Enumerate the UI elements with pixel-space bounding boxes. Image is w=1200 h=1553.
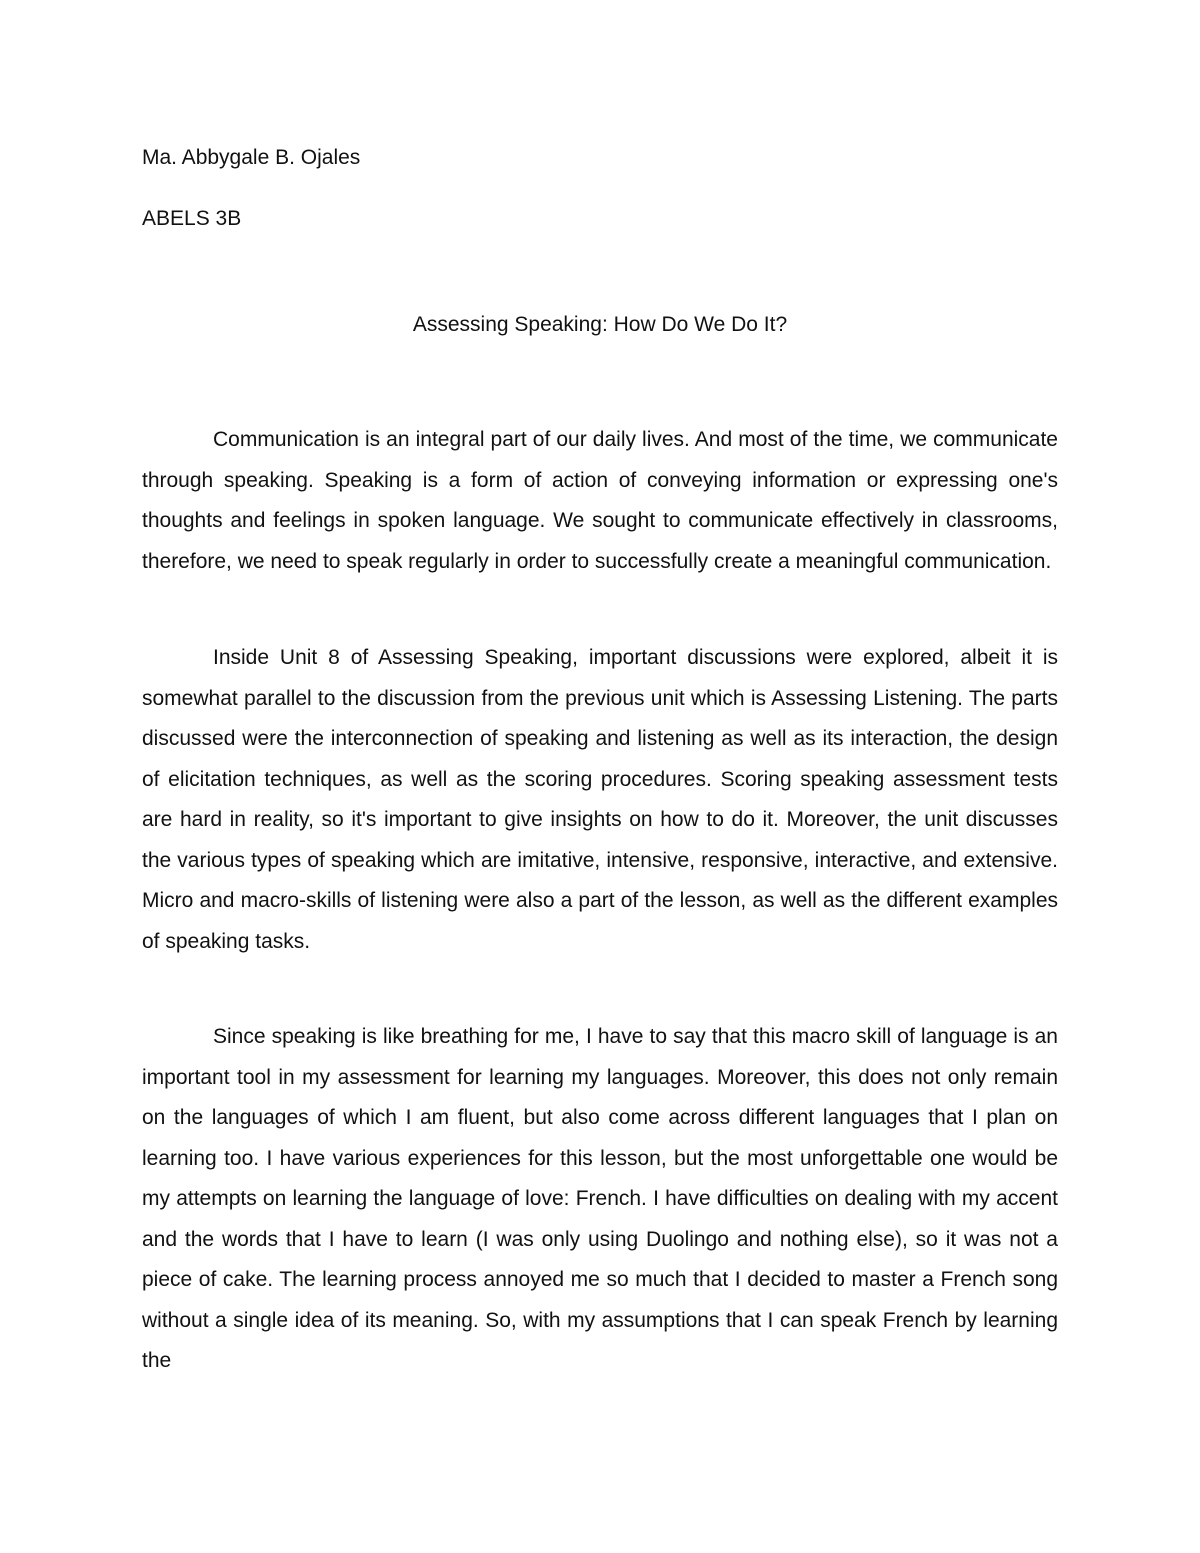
author-name: Ma. Abbygale B. Ojales: [142, 146, 361, 169]
paragraph-3: Since speaking is like breathing for me, I have to say that this macro skill of language is an important tool in my assessment for learning my languages. Moreover, this does not only remain on the languages of which I am fluent, but also come across different languages that I plan on learning too. I have various experiences for this lesson, but the most unforgettable one would be my attempts on learning the language of love: French. I have difficulties on dealing with my accent and the words that I have to learn (I was only using Duolingo and nothing else), so it was not a piece of cake. The learning process annoyed me so much that I decided to master a French song without a single idea of its meaning. So, with my assumptions that I can speak French by learning the: [142, 1025, 1058, 1372]
class-section: ABELS 3B: [142, 207, 242, 230]
paragraph-2: Inside Unit 8 of Assessing Speaking, important discussions were explored, albeit it is somewhat parallel to the discussion from the previous unit which is Assessing Listening. The parts discussed were the interconnection of speaking and listening as well as its interaction, the design of elicitation techniques, as well as the scoring procedures. Scoring speaking assessment tests are hard in reality, so it's important to give insights on how to do it. Moreover, the unit discusses the various types of speaking which are imitative, intensive, responsive, interactive, and extensive. Micro and macro-skills of listening were also a part of the lesson, as well as the different examples of speaking tasks.: [142, 646, 1058, 953]
essay-title: Assessing Speaking: How Do We Do It?: [412, 313, 788, 336]
paragraph-1: Communication is an integral part of our daily lives. And most of the time, we communicate through speaking. Speaking is a form of action of conveying information or expressing one's thoughts and feelings in spoken language. We sought to communicate effectively in classrooms, therefore, we need to speak regularly in order to successfully create a meaningful communication.: [142, 428, 1058, 573]
